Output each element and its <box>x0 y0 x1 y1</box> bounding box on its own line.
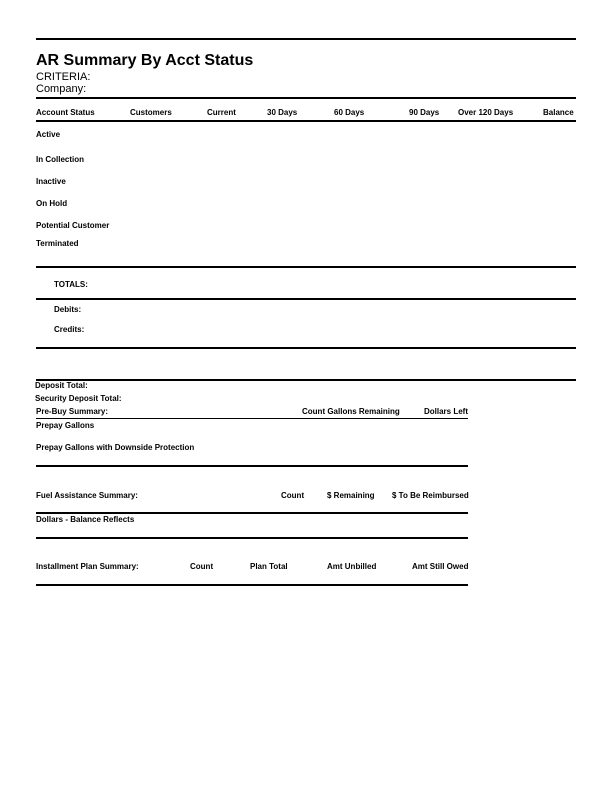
installment-title: Installment Plan Summary: <box>36 562 139 571</box>
col-60-days: 60 Days <box>334 108 365 117</box>
row-active: Active <box>36 130 61 139</box>
prebuy-col-count-gallons-remaining: Count Gallons Remaining <box>302 407 400 416</box>
row-in-collection: In Collection <box>36 155 84 164</box>
ar-header-rule <box>36 120 576 122</box>
prebuy-row-downside-protection: Prepay Gallons with Downside Protection <box>36 443 195 452</box>
credits-label: Credits: <box>54 325 85 334</box>
col-account-status: Account Status <box>36 108 95 117</box>
row-terminated: Terminated <box>36 239 79 248</box>
security-deposit-total-label: Security Deposit Total: <box>35 394 122 403</box>
prebuy-col-dollars-left: Dollars Left <box>424 407 469 416</box>
fuel-header-rule <box>36 512 468 514</box>
col-over-120-days: Over 120 Days <box>458 108 514 117</box>
installment-col-plan-total: Plan Total <box>250 562 288 571</box>
prebuy-header-rule <box>36 418 468 419</box>
col-customers: Customers <box>130 108 172 117</box>
col-balance: Balance <box>543 108 574 117</box>
report-title: AR Summary By Acct Status <box>36 52 254 69</box>
totals-rule <box>36 298 576 300</box>
fuel-row-dollars-balance-reflects: Dollars - Balance Reflects <box>36 515 135 524</box>
debits-label: Debits: <box>54 305 82 314</box>
fuel-col-to-be-reimbursed: $ To Be Reimbursed <box>392 491 469 500</box>
fuel-assistance-title: Fuel Assistance Summary: <box>36 491 138 500</box>
installment-rule <box>36 584 468 586</box>
top-rule <box>36 38 576 40</box>
prebuy-body-rule <box>36 465 468 467</box>
prebuy-row-prepay-gallons: Prepay Gallons <box>36 421 95 430</box>
fuel-col-count: Count <box>281 491 305 500</box>
col-90-days: 90 Days <box>409 108 440 117</box>
row-inactive: Inactive <box>36 177 66 186</box>
installment-col-count: Count <box>190 562 214 571</box>
fuel-col-remaining: $ Remaining <box>327 491 375 500</box>
col-30-days: 30 Days <box>267 108 298 117</box>
fuel-body-rule <box>36 537 468 539</box>
debits-credits-rule <box>36 347 576 349</box>
deposit-total-label: Deposit Total: <box>35 381 88 390</box>
installment-col-amt-still-owed: Amt Still Owed <box>412 562 469 571</box>
col-current: Current <box>207 108 236 117</box>
prebuy-title: Pre-Buy Summary: <box>36 407 109 416</box>
section-rule <box>36 379 576 381</box>
installment-col-amt-unbilled: Amt Unbilled <box>327 562 377 571</box>
ar-body-rule <box>36 266 576 268</box>
header-rule <box>36 97 576 99</box>
criteria-label: CRITERIA: <box>36 71 91 83</box>
totals-label: TOTALS: <box>54 280 88 289</box>
company-label: Company: <box>36 83 87 95</box>
row-on-hold: On Hold <box>36 199 68 208</box>
row-potential-customer: Potential Customer <box>36 221 110 230</box>
